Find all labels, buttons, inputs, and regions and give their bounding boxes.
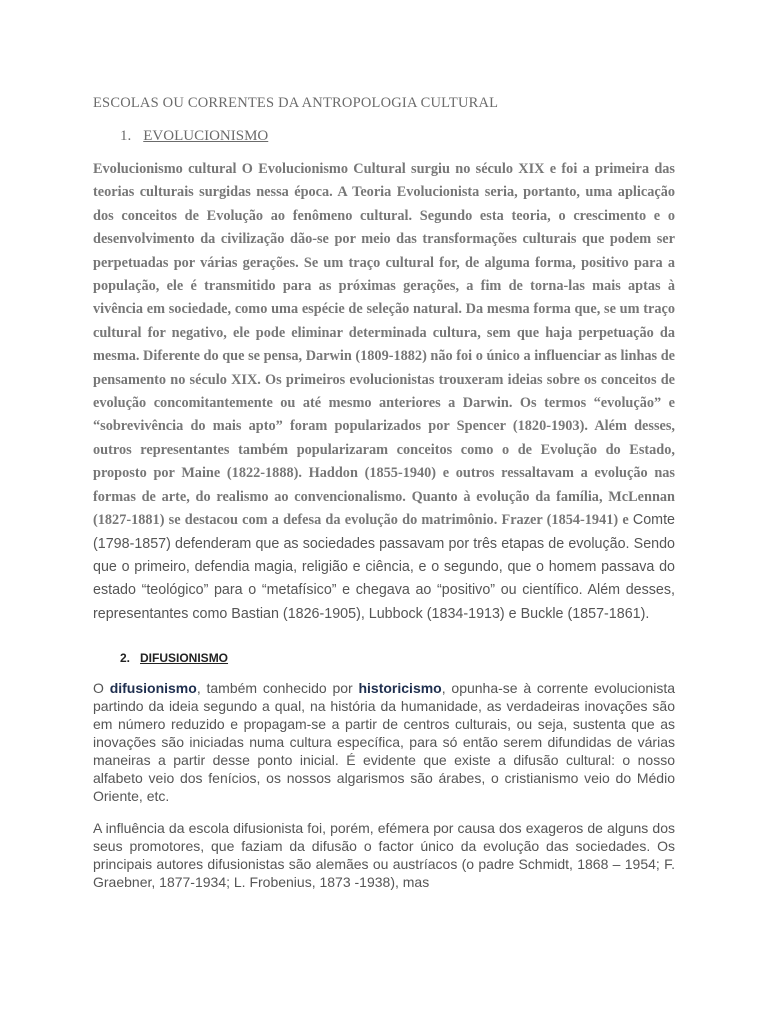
evolucionismo-text-tail: Comte (1798-1857) defenderam que as sociedades passavam por três etapas de evolução. Sendo que o primeiro, defendia magia, religião e ciência, e o segundo, que o homem passava do estado “teológico” para o “metafísico” e chegava ao “positivo” ou científico. Além desses, representantes como Bastian (1826-1905), Lubbock (1834-1913) e Buckle (1857-1861). bbox=[93, 512, 675, 622]
keyword-difusionismo: difusionismo bbox=[109, 680, 197, 697]
evolucionismo-text: Evolucionismo cultural O Evolucionismo Cultural surgiu no século XIX e foi a primeira das teorias culturais surgidas nessa época. A Teoria Evolucionista seria, portanto, uma aplicação dos conceitos de Evolução ao fenômeno cultural. Segundo esta teoria, o crescimento e o desenvolvimento da civilização dão-se por meio das transformações culturais que podem ser perpetuadas por várias gerações. Se um traço cultural for, de alguma forma, positivo para a população, ele é transmitido para as próximas gerações, a fim de torna-las mais aptas à vivência em sociedade, como uma espécie de seleção natural. Da mesma forma que, se um traço cultural for negativo, ele pode eliminar determinada cultura, sem que haja perpetuação da mesma. Diferente do que se pensa, Darwin (1809-1882) não foi o único a influenciar as linhas de pensamento no século XIX. Os primeiros evolucionistas trouxeram ideias sobre os conceitos de evolução concomitantemente ou até mesmo anteriores a Darwin. Os termos “evolução” e “sobrevivência do mais apto” foram popularizados por Spencer (1820-1903). Além desses, outros representantes também popularizaram conceitos como o de Evolução do Estado, proposto por Maine (1822-1888). Haddon (1855-1940) e outros ressaltavam a evolução nas formas de arte, do realismo ao convencionalismo. Quanto à evolução da família, McLennan (1827-1881) se destacou com a defesa da evolução do matrimônio. Frazer (1854-1941) e bbox=[93, 161, 675, 529]
difusionismo-paragraph-2: A influência da escola difusionista foi, porém, efémera por causa dos exageros de alguns dos seus promotores, que faziam da difusão o factor único da evolução das sociedades. Os principais autores difusionistas são alemães ou austríacos (o padre Schmidt, 1868 – 1954; F. Graebner, 1877-1934; L. Frobenius, 1873 -1938), mas bbox=[93, 820, 675, 891]
keyword-historicismo: historicismo bbox=[358, 680, 442, 697]
section-heading-evolucionismo bbox=[120, 126, 675, 146]
difusionismo-paragraph-1 bbox=[93, 679, 675, 805]
section-number: 1. bbox=[120, 128, 132, 144]
section-number: 2. bbox=[120, 651, 131, 666]
section-title: EVOLUCIONISMO bbox=[143, 128, 269, 144]
p1-prefix: O bbox=[93, 680, 110, 697]
section-heading-difusionismo bbox=[120, 650, 675, 666]
document-title: ESCOLAS OU CORRENTES DA ANTROPOLOGIA CULTURAL bbox=[93, 95, 499, 111]
p1-mid: , também conhecido por bbox=[196, 680, 359, 697]
evolucionismo-paragraph bbox=[93, 158, 675, 626]
section-title: DIFUSIONISMO bbox=[140, 651, 229, 666]
p1-rest: , opunha-se à corrente evolucionista partindo da ideia segundo a qual, na história da humanidade, as verdadeiras inovações são em número reduzido e propagam-se a partir de centros culturais, ou seja, sustenta que as inovações são iniciadas numa cultura específica, para só então serem difundidas de várias maneiras a partir desse ponto inicial. É evidente que existe a difusão cultural: o nosso alfabeto veio dos fenícios, os nossos algarismos são árabes, o cristianismo veio do Médio Oriente, etc. bbox=[93, 680, 676, 805]
